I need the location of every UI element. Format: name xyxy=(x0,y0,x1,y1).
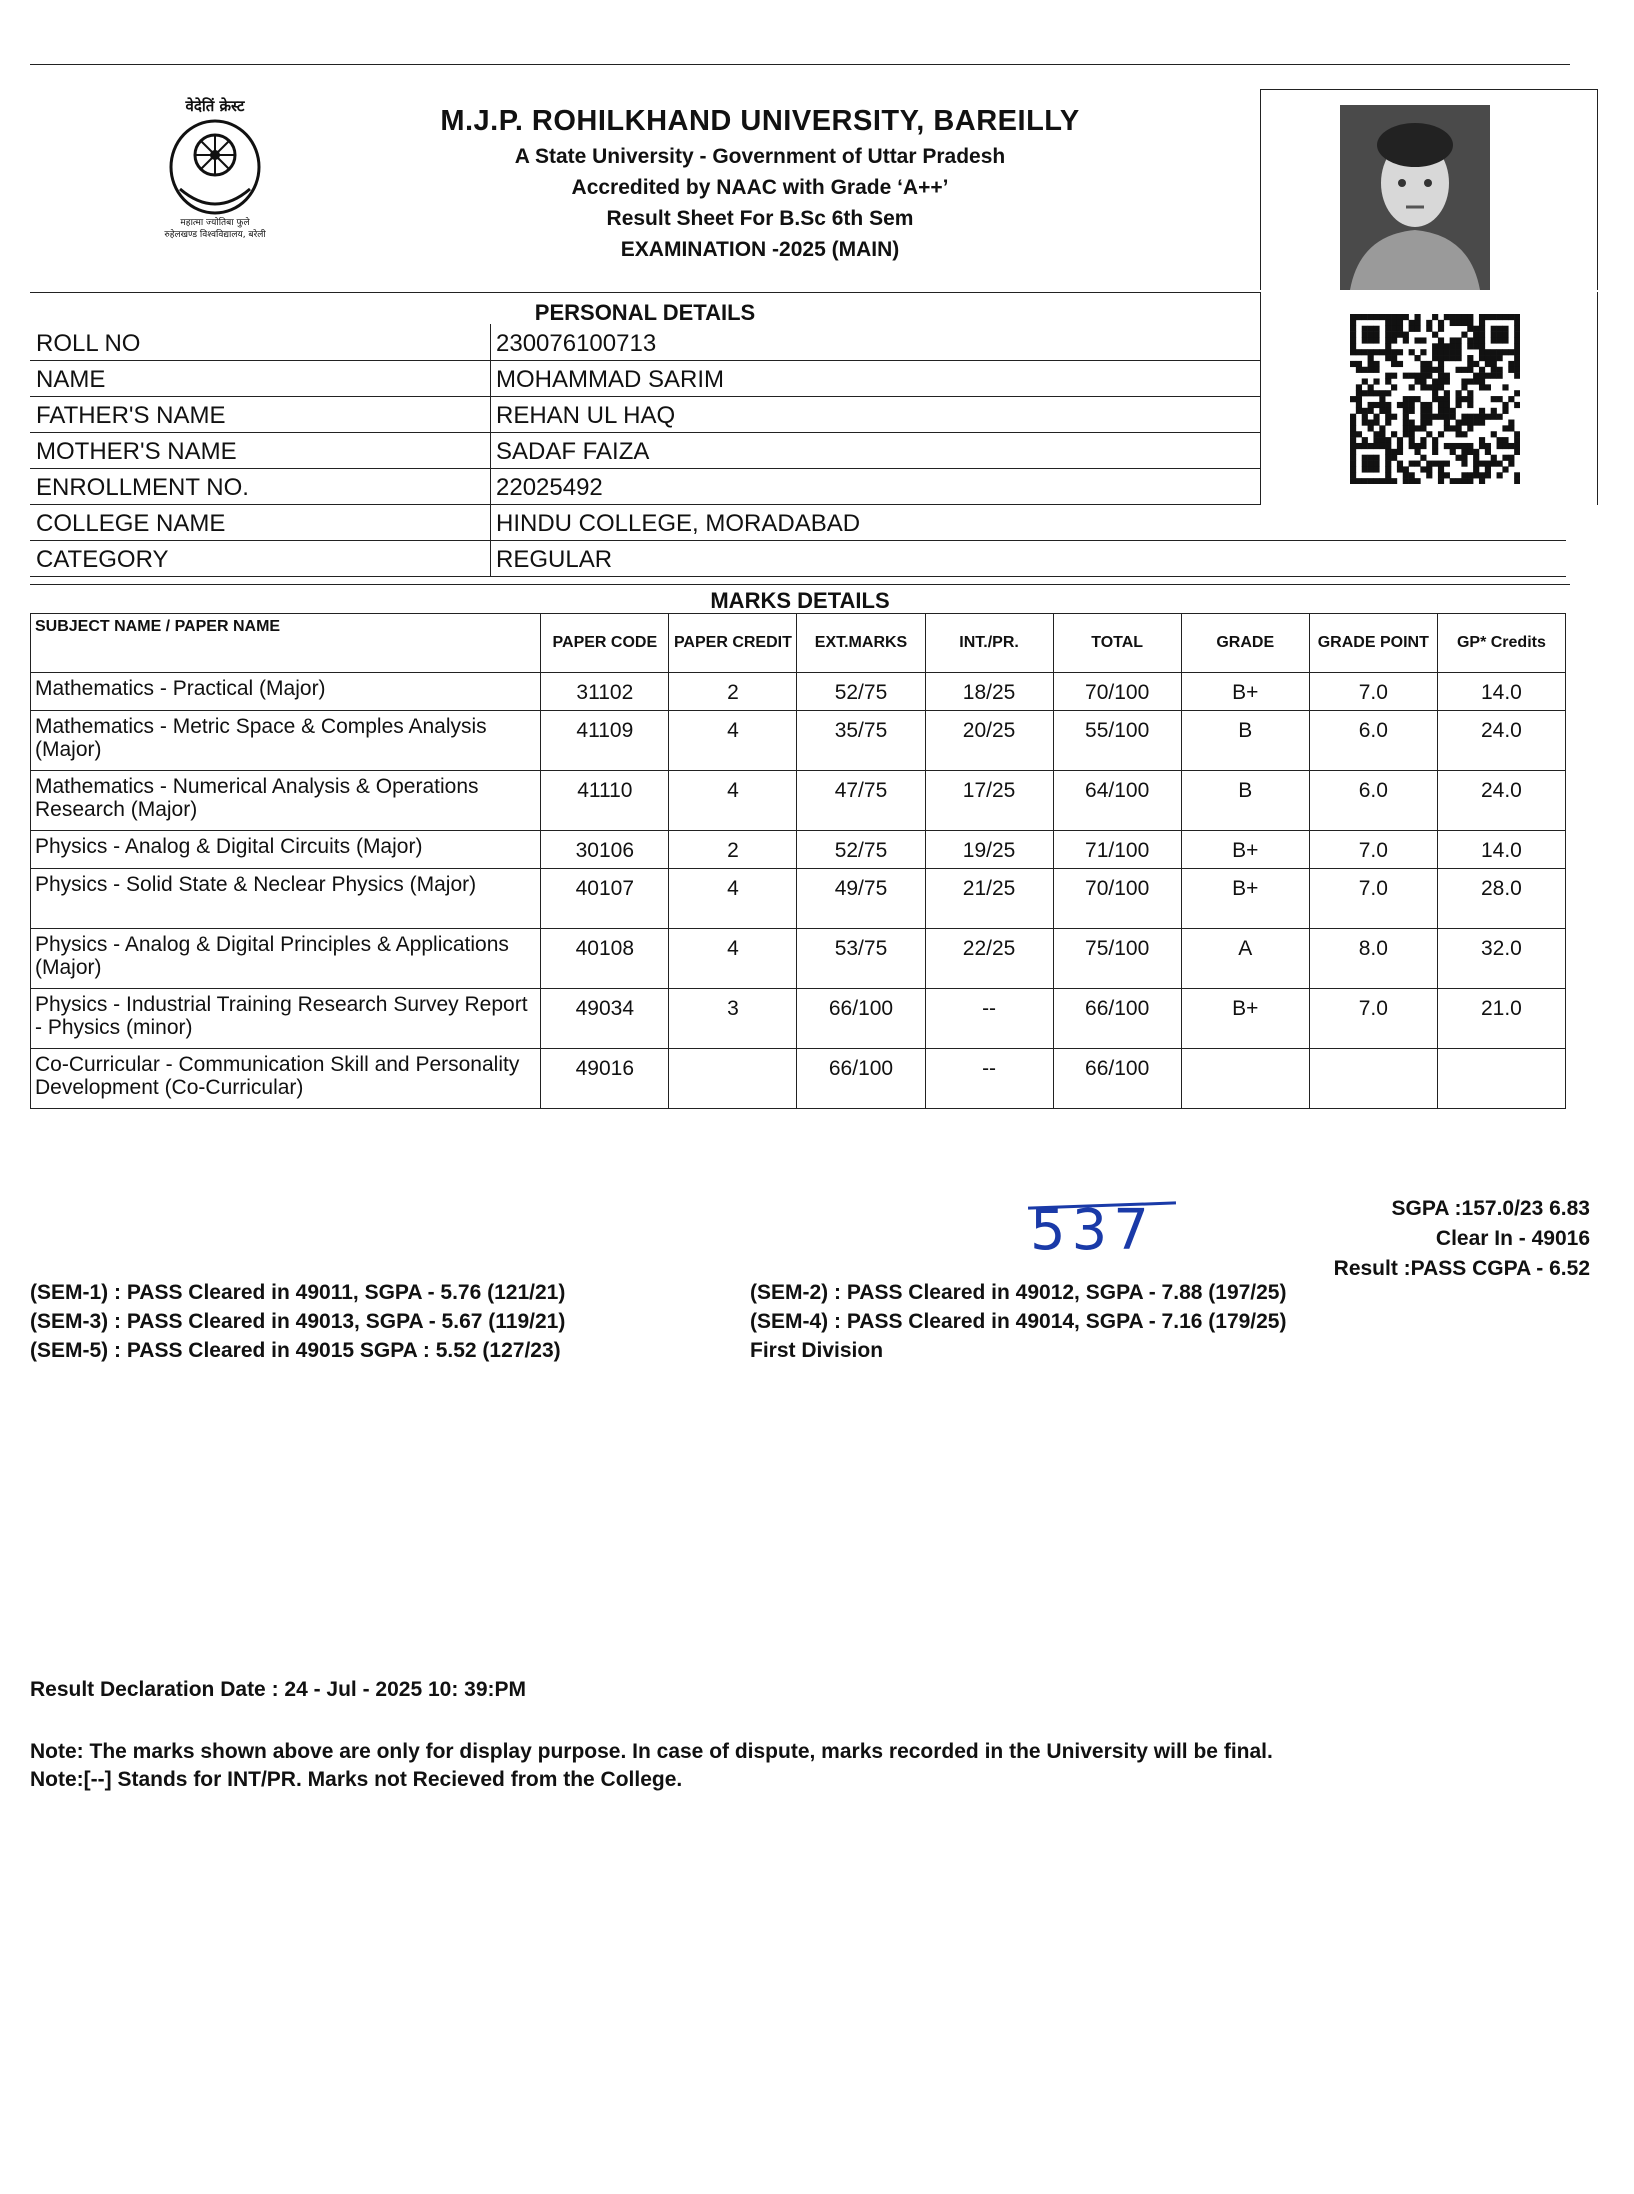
grade-point-cell: 6.0 xyxy=(1309,771,1437,831)
paper-credit-cell xyxy=(669,1049,797,1109)
subject-cell: Physics - Solid State & Neclear Physics (Major) xyxy=(31,869,541,929)
subject-cell: Co-Curricular - Communication Skill and Personality Development (Co-Curricular) xyxy=(31,1049,541,1109)
result-cgpa-text: Result :PASS CGPA - 6.52 xyxy=(1333,1257,1590,1280)
paper-code-cell: 41109 xyxy=(541,711,669,771)
sem-2-result: (SEM-2) : PASS Cleared in 49012, SGPA - 7.88 (197/25) xyxy=(750,1281,1287,1304)
paper-code-cell: 41110 xyxy=(541,771,669,831)
subject-cell: Mathematics - Metric Space & Comples Analysis (Major) xyxy=(31,711,541,771)
grade-point-cell: 8.0 xyxy=(1309,929,1437,989)
gp-credits-cell: 28.0 xyxy=(1437,869,1565,929)
marks-table xyxy=(30,613,1566,1109)
grade-cell xyxy=(1181,1049,1309,1109)
sgpa-text: SGPA :157.0/23 6.83 xyxy=(1391,1197,1590,1220)
grade-point-cell: 7.0 xyxy=(1309,673,1437,711)
table-row xyxy=(31,1049,1566,1109)
int-pr-cell: 22/25 xyxy=(925,929,1053,989)
subject-cell: Mathematics - Practical (Major) xyxy=(31,673,541,711)
category-label: CATEGORY xyxy=(36,546,169,573)
subject-cell: Physics - Analog & Digital Principles & Applications (Major) xyxy=(31,929,541,989)
gp-credits-cell: 14.0 xyxy=(1437,831,1565,869)
grade-point-cell: 6.0 xyxy=(1309,711,1437,771)
result-declaration-date: Result Declaration Date : 24 - Jul - 2025 10: 39:PM xyxy=(30,1678,527,1701)
grade-cell: B+ xyxy=(1181,831,1309,869)
gp-credits-cell xyxy=(1437,1049,1565,1109)
ext-marks-cell: 52/75 xyxy=(797,831,925,869)
sem-3-result: (SEM-3) : PASS Cleared in 49013, SGPA - 5.67 (119/21) xyxy=(30,1310,566,1333)
gp-credits-cell: 21.0 xyxy=(1437,989,1565,1049)
subject-cell: Physics - Industrial Training Research Survey Report - Physics (minor) xyxy=(31,989,541,1049)
category-value: REGULAR xyxy=(496,546,613,573)
title-block xyxy=(320,105,1200,262)
total-cell: 66/100 xyxy=(1053,989,1181,1049)
enrollment-label: ENROLLMENT NO. xyxy=(36,474,249,501)
int-pr-cell: 20/25 xyxy=(925,711,1053,771)
table-row xyxy=(31,929,1566,989)
name-row xyxy=(30,360,1260,397)
division-text: First Division xyxy=(750,1339,884,1362)
int-pr-note: Note:[--] Stands for INT/PR. Marks not Recieved from the College. xyxy=(30,1768,683,1791)
paper-credit-cell: 3 xyxy=(669,989,797,1049)
svg-text:महात्मा ज्योतिबा फुले: महात्मा ज्योतिबा फुले xyxy=(180,218,250,228)
ext-marks-cell: 49/75 xyxy=(797,869,925,929)
paper-code-cell: 30106 xyxy=(541,831,669,869)
marks-details-title: MARKS DETAILS xyxy=(30,584,1570,611)
total-cell: 70/100 xyxy=(1053,673,1181,711)
subject-cell: Physics - Analog & Digital Circuits (Major) xyxy=(31,831,541,869)
total-cell: 71/100 xyxy=(1053,831,1181,869)
grade-cell: B+ xyxy=(1181,869,1309,929)
college-label: COLLEGE NAME xyxy=(36,510,226,537)
semester-results-left xyxy=(30,1278,565,1365)
total-cell: 75/100 xyxy=(1053,929,1181,989)
col-header-paper-credit: PAPER CREDIT xyxy=(669,614,797,673)
col-header-grade: GRADE xyxy=(1181,614,1309,673)
sem-5-result: (SEM-5) : PASS Cleared in 49015 SGPA : 5.52 (127/23) xyxy=(30,1339,561,1362)
paper-code-cell: 49034 xyxy=(541,989,669,1049)
university-name: M.J.P. ROHILKHAND UNIVERSITY, BAREILLY xyxy=(440,105,1080,137)
roll-no-label: ROLL NO xyxy=(36,330,141,357)
state-university-line: A State University - Government of Uttar Pradesh xyxy=(514,145,1006,168)
svg-text:वेदेतिं क्रेस्ट: वेदेतिं क्रेस्ट xyxy=(185,97,245,115)
name-label: NAME xyxy=(36,366,106,393)
clear-in-text: Clear In - 49016 xyxy=(1435,1227,1590,1250)
col-header-ext-marks: EXT.MARKS xyxy=(797,614,925,673)
total-cell: 55/100 xyxy=(1053,711,1181,771)
mother-name-value: SADAF FAIZA xyxy=(496,438,650,465)
display-purpose-note: Note: The marks shown above are only for display purpose. In case of dispute, marks recorded in the University will be final. xyxy=(30,1740,1273,1763)
col-header-gp-credits: GP* Credits xyxy=(1437,614,1565,673)
college-row xyxy=(30,504,1566,541)
grade-point-cell: 7.0 xyxy=(1309,989,1437,1049)
total-cell: 64/100 xyxy=(1053,771,1181,831)
university-logo xyxy=(120,89,310,239)
paper-code-cell: 40108 xyxy=(541,929,669,989)
col-header-paper-code: PAPER CODE xyxy=(541,614,669,673)
ext-marks-cell: 66/100 xyxy=(797,1049,925,1109)
int-pr-cell: 18/25 xyxy=(925,673,1053,711)
paper-credit-cell: 4 xyxy=(669,771,797,831)
mother-name-label: MOTHER'S NAME xyxy=(36,438,237,465)
grade-point-cell xyxy=(1309,1049,1437,1109)
table-row xyxy=(31,771,1566,831)
sem-1-result: (SEM-1) : PASS Cleared in 49011, SGPA - 5.76 (121/21) xyxy=(30,1281,566,1304)
category-row xyxy=(30,540,1566,577)
sheet-header xyxy=(30,64,1570,293)
col-header-subject: SUBJECT NAME / PAPER NAME xyxy=(31,614,541,673)
int-pr-cell: -- xyxy=(925,989,1053,1049)
sem-4-result: (SEM-4) : PASS Cleared in 49014, SGPA - 7.16 (179/25) xyxy=(750,1310,1287,1333)
ext-marks-cell: 47/75 xyxy=(797,771,925,831)
grade-point-cell: 7.0 xyxy=(1309,831,1437,869)
roll-no-row xyxy=(30,324,1260,361)
father-name-row xyxy=(30,396,1260,433)
ext-marks-cell: 53/75 xyxy=(797,929,925,989)
father-name-value: REHAN UL HAQ xyxy=(496,402,676,429)
qr-code xyxy=(1350,314,1520,484)
int-pr-cell: -- xyxy=(925,1049,1053,1109)
int-pr-cell: 21/25 xyxy=(925,869,1053,929)
mother-name-row xyxy=(30,432,1260,469)
handwritten-number: 537 xyxy=(1030,1198,1155,1263)
table-row xyxy=(31,673,1566,711)
grade-cell: B xyxy=(1181,711,1309,771)
summary-right-block xyxy=(1334,1194,1590,1284)
personal-details-title: PERSONAL DETAILS xyxy=(30,292,1260,325)
semester-results-right xyxy=(750,1278,1286,1365)
college-value: HINDU COLLEGE, MORADABAD xyxy=(496,510,861,537)
marks-details-section xyxy=(30,584,1570,1109)
paper-credit-cell: 4 xyxy=(669,929,797,989)
ext-marks-cell: 66/100 xyxy=(797,989,925,1049)
table-header-row xyxy=(31,614,1566,673)
total-cell: 66/100 xyxy=(1053,1049,1181,1109)
roll-no-value: 230076100713 xyxy=(496,330,657,357)
table-row xyxy=(31,711,1566,771)
table-row xyxy=(31,989,1566,1049)
ext-marks-cell: 35/75 xyxy=(797,711,925,771)
table-row xyxy=(31,831,1566,869)
father-name-label: FATHER'S NAME xyxy=(36,402,226,429)
paper-code-cell: 49016 xyxy=(541,1049,669,1109)
subject-cell: Mathematics - Numerical Analysis & Operations Research (Major) xyxy=(31,771,541,831)
col-header-grade-point: GRADE POINT xyxy=(1309,614,1437,673)
accreditation-line: Accredited by NAAC with Grade ‘A++’ xyxy=(571,176,949,199)
grade-cell: B+ xyxy=(1181,989,1309,1049)
col-header-total: TOTAL xyxy=(1053,614,1181,673)
result-sheet xyxy=(30,64,1590,1791)
gp-credits-cell: 32.0 xyxy=(1437,929,1565,989)
int-pr-cell: 17/25 xyxy=(925,771,1053,831)
student-photo xyxy=(1340,105,1490,290)
table-row xyxy=(31,869,1566,929)
paper-credit-cell: 2 xyxy=(669,831,797,869)
grade-cell: B xyxy=(1181,771,1309,831)
enrollment-value: 22025492 xyxy=(496,474,603,501)
svg-text:रुहेलखण्ड विश्वविद्यालय, बरेली: रुहेलखण्ड विश्वविद्यालय, बरेली xyxy=(164,230,266,239)
paper-credit-cell: 4 xyxy=(669,869,797,929)
gp-credits-cell: 14.0 xyxy=(1437,673,1565,711)
paper-credit-cell: 2 xyxy=(669,673,797,711)
name-value: MOHAMMAD SARIM xyxy=(496,366,724,393)
col-header-int-pr: INT./PR. xyxy=(925,614,1053,673)
result-sheet-line: Result Sheet For B.Sc 6th Sem xyxy=(606,207,914,230)
gp-credits-cell: 24.0 xyxy=(1437,711,1565,771)
examination-line: EXAMINATION -2025 (MAIN) xyxy=(620,238,900,261)
paper-code-cell: 31102 xyxy=(541,673,669,711)
ext-marks-cell: 52/75 xyxy=(797,673,925,711)
grade-cell: B+ xyxy=(1181,673,1309,711)
total-cell: 70/100 xyxy=(1053,869,1181,929)
paper-credit-cell: 4 xyxy=(669,711,797,771)
int-pr-cell: 19/25 xyxy=(925,831,1053,869)
sheet-footer xyxy=(30,1678,1590,1794)
paper-code-cell: 40107 xyxy=(541,869,669,929)
grade-cell: A xyxy=(1181,929,1309,989)
grade-point-cell: 7.0 xyxy=(1309,869,1437,929)
gp-credits-cell: 24.0 xyxy=(1437,771,1565,831)
enrollment-row xyxy=(30,468,1260,505)
